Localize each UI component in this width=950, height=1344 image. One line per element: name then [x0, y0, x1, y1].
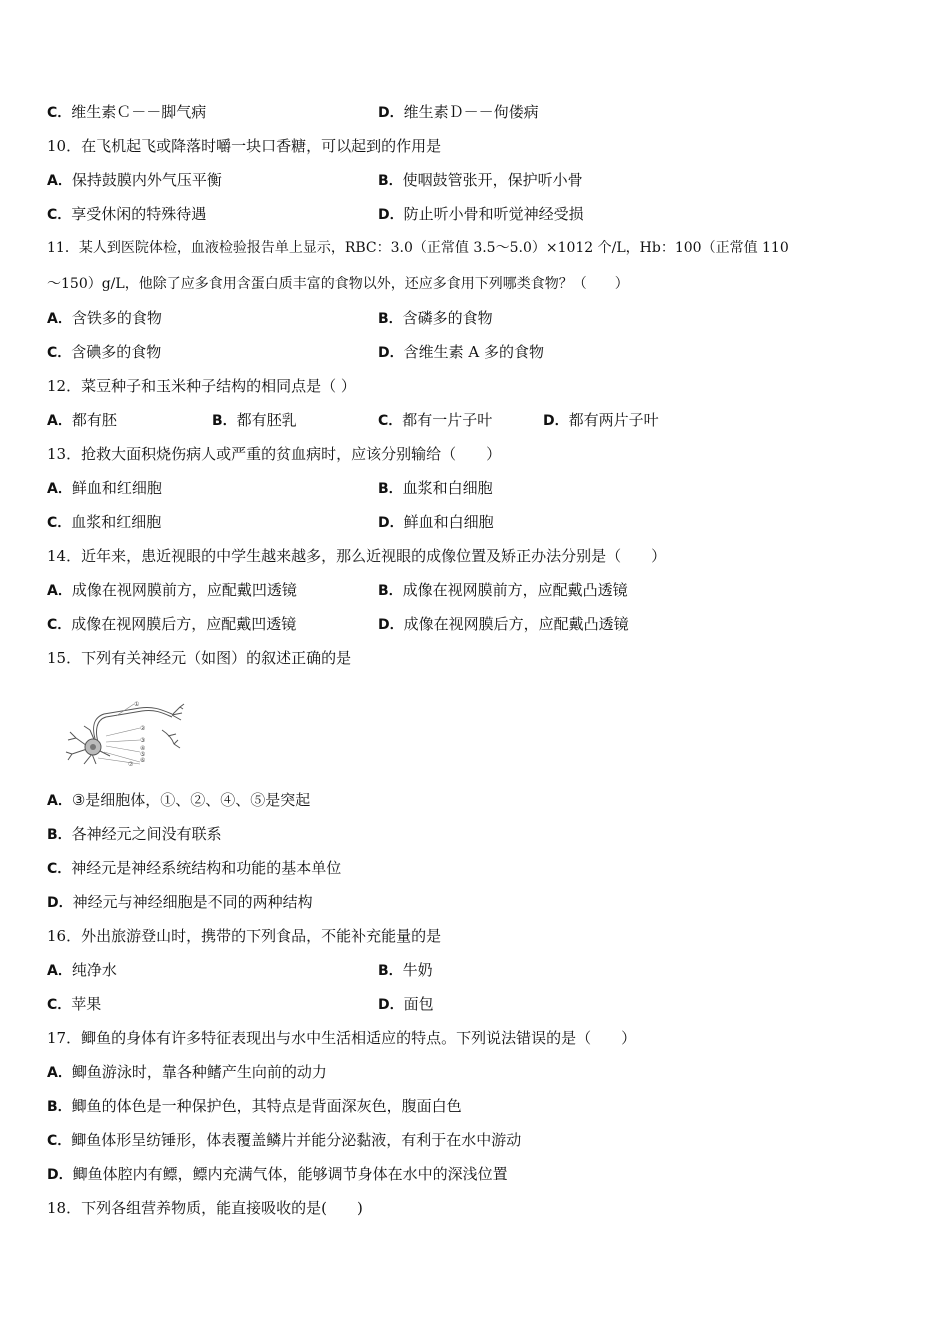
- q12-stem: 12．菜豆种子和玉米种子结构的相同点是（ ）: [47, 377, 356, 395]
- axon-terminal-upper: [172, 704, 184, 720]
- q12-option-b: B．都有胚乳: [212, 411, 297, 429]
- q16-stem: 16．外出旅游登山时，携带的下列食品，不能补充能量的是: [47, 927, 442, 945]
- q11-stem-line2: ～150）g/L，他除了应多食用含蛋白质丰富的食物以外，还应多食用下列哪类食物？（ ）: [47, 276, 629, 292]
- q17-option-c: C．鲫鱼体形呈纺锤形，体表覆盖鳞片并能分泌黏液，有利于在水中游动: [47, 1131, 522, 1149]
- label-leaders: [98, 704, 140, 764]
- q11-stem-line1: 11．某人到医院体检，血液检验报告单上显示，RBC：3.0（正常值 3.5～5.0）×1012 个/L，Hb：100（正常值 110: [47, 240, 789, 256]
- q16-option-a: A．纯净水: [47, 961, 117, 979]
- q9-option-c: C．维生素Ｃ－－脚气病: [47, 103, 207, 121]
- q17-option-b: B．鲫鱼的体色是一种保护色，其特点是背面深灰色，腹面白色: [47, 1097, 462, 1115]
- q13-stem: 13．抢救大面积烧伤病人或严重的贫血病时，应该分别输给（ ）: [47, 445, 502, 463]
- q15-option-b: B．各神经元之间没有联系: [47, 825, 222, 843]
- q15-option-a: A．③是细胞体，①、②、④、⑤是突起: [47, 791, 311, 809]
- q13-option-c: C．血浆和红细胞: [47, 513, 162, 531]
- axon-terminal-lower: [162, 730, 180, 748]
- q17-option-a: A．鲫鱼游泳时，靠各种鳍产生向前的动力: [47, 1063, 327, 1081]
- neuron-nucleus: [90, 744, 96, 750]
- q14-option-d: D．成像在视网膜后方，应配戴凸透镜: [378, 615, 629, 633]
- q12-option-d: D．都有两片子叶: [543, 411, 659, 429]
- neuron-figure: [62, 700, 186, 766]
- figure-label-3: ③: [140, 737, 146, 744]
- q14-stem: 14．近年来，患近视眼的中学生越来越多，那么近视眼的成像位置及矫正办法分别是（ ）: [47, 547, 667, 565]
- q14-option-b: B．成像在视网膜前方，应配戴凸透镜: [378, 581, 628, 599]
- q10-option-b: B．使咽鼓管张开，保护听小骨: [378, 171, 583, 189]
- figure-label-6: ⑥: [140, 757, 146, 764]
- q10-option-d: D．防止听小骨和听觉神经受损: [378, 205, 584, 223]
- figure-label-7: ⑦: [128, 761, 134, 766]
- q9-option-d: D．维生素Ｄ－－佝偻病: [378, 103, 539, 121]
- q11-option-b: B．含磷多的食物: [378, 309, 493, 327]
- q15-stem: 15．下列有关神经元（如图）的叙述正确的是: [47, 649, 352, 667]
- figure-label-5: ⑤: [140, 751, 146, 758]
- q15-option-d: D．神经元与神经细胞是不同的两种结构: [47, 893, 313, 911]
- q17-stem: 17．鲫鱼的身体有许多特征表现出与水中生活相适应的特点。下列说法错误的是（ ）: [47, 1029, 637, 1047]
- q10-option-a: A．保持鼓膜内外气压平衡: [47, 171, 222, 189]
- q14-option-a: A．成像在视网膜前方，应配戴凹透镜: [47, 581, 297, 599]
- q18-stem: 18．下列各组营养物质，能直接吸收的是( ): [47, 1199, 363, 1217]
- figure-label-4: ④: [140, 745, 146, 752]
- neuron-axon-sheath: [97, 710, 172, 742]
- q10-stem: 10．在飞机起飞或降落时嚼一块口香糖，可以起到的作用是: [47, 137, 442, 155]
- q11-option-d: D．含维生素 A 多的食物: [378, 343, 544, 361]
- figure-label-2: ②: [140, 725, 146, 732]
- q16-option-b: B．牛奶: [378, 961, 433, 979]
- q14-option-c: C．成像在视网膜后方，应配戴凹透镜: [47, 615, 297, 633]
- q10-option-c: C．享受休闲的特殊待遇: [47, 205, 207, 223]
- figure-label-1: ①: [134, 701, 140, 708]
- q13-option-d: D．鲜血和白细胞: [378, 513, 494, 531]
- q15-option-c: C．神经元是神经系统结构和功能的基本单位: [47, 859, 342, 877]
- q11-option-a: A．含铁多的食物: [47, 309, 162, 327]
- q12-option-a: A．都有胚: [47, 411, 117, 429]
- q13-option-a: A．鲜血和红细胞: [47, 479, 162, 497]
- q13-option-b: B．血浆和白细胞: [378, 479, 493, 497]
- q11-option-c: C．含碘多的食物: [47, 343, 162, 361]
- q17-option-d: D．鲫鱼体腔内有鳔，鳔内充满气体，能够调节身体在水中的深浅位置: [47, 1165, 508, 1183]
- q16-option-c: C．苹果: [47, 995, 102, 1013]
- q16-option-d: D．面包: [378, 995, 434, 1013]
- q12-option-c: C．都有一片子叶: [378, 411, 493, 429]
